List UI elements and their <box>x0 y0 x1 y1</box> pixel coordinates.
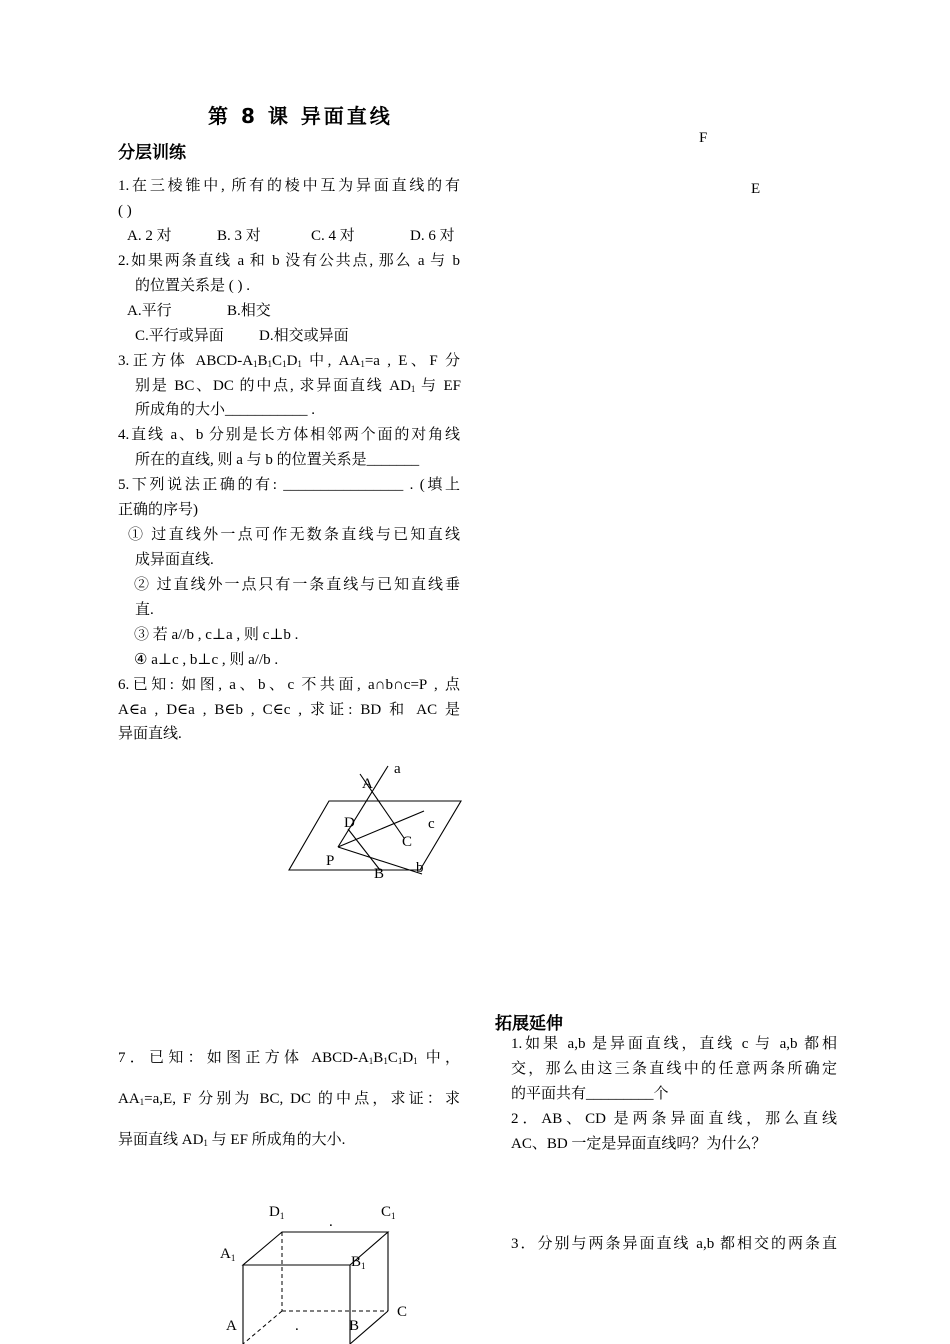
q2-option-a: A.平行 <box>127 303 172 319</box>
q5-statement-4: ④ a⊥c , b⊥c , 则 a//b . <box>134 652 279 668</box>
q7-line1: 7．已知：如图正方体 ABCD-$A_1B_1C_1D_1$ 中， <box>118 1050 460 1066</box>
q6-line2: A∈a , D∈a , B∈b , C∈c , 求证: BD 和 AC 是 <box>118 702 460 718</box>
q3-line1: 3.正方体 ABCD-$A_1B_1C_1D_1$ 中, $AA_1=a$ , E、F 分 <box>118 353 460 369</box>
q1-line1: 1.在三棱锥中, 所有的棱中互为异面直线的有 <box>118 178 460 194</box>
fig1-label-a: a <box>394 761 401 777</box>
q5-line2: 正确的序号) <box>118 502 198 518</box>
q5-statement-2b: 直. <box>135 602 154 618</box>
q3-line3: 所成角的大小___________ . <box>135 402 316 418</box>
fig1-label-C: C <box>402 834 413 850</box>
cube-hidden-edge-ad <box>243 1311 282 1344</box>
q7-line3: 异面直线 $AD_1$ 与 EF 所成角的大小. <box>118 1132 346 1148</box>
q4-line2: 所在的直线, 则 a 与 b 的位置关系是_______ <box>135 452 420 468</box>
fig2-label-d1: $D_1$ <box>269 1204 285 1221</box>
ext-q3-line1: 3．分别与两条异面直线 a,b 都相交的两条直 <box>511 1236 837 1252</box>
fig2-label-b: B <box>349 1318 360 1334</box>
page-title: 第 8 课 异面直线 <box>208 104 393 128</box>
fig1-label-P: P <box>326 853 335 869</box>
q2-line1: 2.如果两条直线 a 和 b 没有公共点, 那么 a 与 b <box>118 253 460 269</box>
label-e: E <box>751 181 761 197</box>
ext-q1-line3: 的平面共有_________个 <box>511 1086 669 1102</box>
fig2-dot-f: . <box>329 1214 333 1230</box>
q2-option-b: B.相交 <box>227 303 271 319</box>
q3-line2: 别是 BC、DC 的中点, 求异面直线 $AD_1$ 与 EF <box>135 378 461 394</box>
ext-q2-line1: 2．AB、CD 是两条异面直线，那么直线 <box>511 1111 837 1127</box>
fig1-label-A: A <box>362 776 373 792</box>
fig1-label-D: D <box>344 815 355 831</box>
q5-line1: 5.下列说法正确的有: ________________ . (填上 <box>118 477 460 493</box>
fig2-label-c: C <box>397 1304 408 1320</box>
q5-statement-1b: 成异面直线. <box>135 552 214 568</box>
ext-q1-line1: 1.如果 a,b 是异面直线，直线 c 与 a,b 都相 <box>511 1036 837 1052</box>
fig2-label-b1: $B_1$ <box>351 1254 366 1271</box>
fig1-label-c: c <box>428 816 435 832</box>
fig2-dot-e: . <box>295 1318 299 1334</box>
section-heading-training: 分层训练 <box>118 143 186 163</box>
q1-option-c: C. 4 对 <box>311 228 355 244</box>
section-heading-extension: 拓展延伸 <box>495 1014 563 1034</box>
ext-q2-line2: AC、BD 一定是异面直线吗？为什么？ <box>511 1136 767 1152</box>
q7-line2: $AA_1=a,E$, F 分别为 BC, DC 的中点，求证：求 <box>118 1091 460 1107</box>
q5-statement-2a: ② 过直线外一点只有一条直线与已知直线垂 <box>134 577 460 593</box>
q1-option-a: A. 2 对 <box>127 228 172 244</box>
q2-option-c: C.平行或异面 <box>135 328 224 344</box>
fig2-label-c1: $C_1$ <box>381 1204 396 1221</box>
label-f: F <box>699 130 708 146</box>
cube-top-face <box>243 1232 388 1265</box>
fig2-label-a: A <box>226 1318 237 1334</box>
q6-line3: 异面直线. <box>118 726 182 742</box>
figure-cube <box>210 1195 420 1344</box>
q5-statement-1a: ① 过直线外一点可作无数条直线与已知直线 <box>128 527 460 543</box>
figure-noncoplanar-lines <box>280 752 480 887</box>
q2-option-d: D.相交或异面 <box>259 328 349 344</box>
q4-line1: 4.直线 a、b 分别是长方体相邻两个面的对角线 <box>118 427 460 443</box>
q5-statement-3: ③ 若 a//b , c⊥a , 则 c⊥b . <box>134 627 299 643</box>
q1-line2: ( ) <box>118 203 132 219</box>
fig2-label-a1: $A_1$ <box>220 1246 236 1263</box>
segment-db <box>348 829 380 870</box>
q2-line2: 的位置关系是 ( ) . <box>135 278 250 294</box>
ext-q1-line2: 交，那么由这三条直线中的任意两条所确定 <box>511 1061 837 1077</box>
fig1-label-B: B <box>374 866 385 882</box>
q1-option-d: D. 6 对 <box>410 228 455 244</box>
q1-option-b: B. 3 对 <box>217 228 261 244</box>
plane-outline <box>289 801 461 870</box>
fig1-label-b: b <box>416 860 424 876</box>
q6-line1: 6.已知: 如图, a、b、c 不共面, a∩b∩c=P , 点 <box>118 677 460 693</box>
